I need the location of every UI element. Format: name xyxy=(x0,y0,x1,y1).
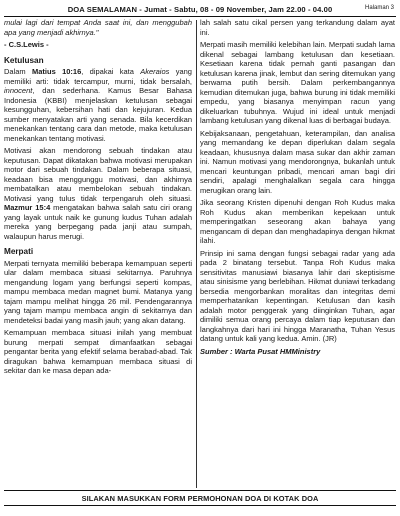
text: yang memiliki arti: tidak tercampur, murni, tidak bersalah, xyxy=(4,67,192,86)
quote-text: mulai lagi dari tempat Anda saat ini, dan menggubah apa yang menjadi akhirnya." xyxy=(4,18,192,37)
text: Dalam xyxy=(4,67,32,76)
paragraph xyxy=(4,146,192,241)
english-term: innocent xyxy=(4,86,33,95)
page-number: Halaman 3 xyxy=(364,5,394,11)
header-title: DOA SEMALAMAN - Jumat - Sabtu, 08 - 09 November, Jam 22.00 - 04.00 xyxy=(67,4,333,14)
paragraph: Merpati ternyata memiliki beberapa kemampuan seperti ular dalam membaca situasi sekitarnya. Paruhnya mengandung logam yang berfungsi seperti kompas, mampu membaca medan magnet bumi. Matanya yang tajam mampu melihat hingga 26 mil. Pendengarannya yang tajam mampu membaca angin di sekitarnya dan mendeteksi badai yang masih jauh; yang akan datang. xyxy=(4,258,192,325)
paragraph: Kemampuan membaca situasi inilah yang membuat burung merpati sempat dimanfaatkan sebagai pengantar berita yang efektif selama berabad-abad. Tak diragukan bahwa kemampuan membaca situasi di sekitar dan ke masa depan ada- xyxy=(4,328,192,375)
left-column xyxy=(4,18,192,379)
section-heading-merpati: Merpati xyxy=(4,247,34,256)
text: , dipakai kata xyxy=(81,67,141,76)
scripture-reference: Mazmur 15:4 xyxy=(4,203,51,212)
text: Motivasi akan mendorong sebuah tindakan atau keputusan. Dapat dikatakan bahwa motivasi merupakan motor dari sebuah tindakan. Dalam beberapa situasi, keadaan bisa menggunggu motivasi, dan akhirnya membatalkan atau membelokan sebuah tindakan. Motivasi yang tulus tidak terpengaruh oleh situasi. xyxy=(4,146,192,203)
page-header xyxy=(4,2,396,17)
column-divider xyxy=(196,20,197,488)
greek-term: Akeraios xyxy=(140,67,170,76)
paragraph: Prinsip ini sama dengan fungsi sebagai radar yang ada pada 2 binatang tersebut. Tanpa Roh Kudus maka sensitivitas manusiawi biasanya lahir dari skeptisisme atau sinisisme yang berlebihan. Hikmat duniawi terkadang bersedia mengorbankan moralitas dan integritas demi memperhatankan kepentingan. Ketulusan dan kasih adalah motor penggerak yang diinginkan Tuhan, agar dimiliki semua orang percaya dalam tiap keputusan dan langkahnya dari hari ini hingga Maranatha, Tuhan Yesus datang untuk kali yang kedua. Amin. (JR) xyxy=(200,248,395,343)
paragraph xyxy=(4,67,192,143)
footer-banner: SILAKAN MASUKKAN FORM PERMOHONAN DOA DI KOTAK DOA xyxy=(4,490,396,506)
paragraph: Kebijaksanaan, pengetahuan, keterampilan, dan analisa yang memandang ke depan diperlukan dalam segala keadaan, khususnya dalam masa sukar dan akhir zaman ini. Namun motivasi yang mendorongnya, bukanlah untuk mencari keuntungan pribadi, mencari aman bagi diri sendiri, apalagi menghalalkan segala cara hingga merugikan orang lain. xyxy=(200,128,395,195)
scripture-reference: Matius 10:16 xyxy=(32,67,82,76)
quote-author: - C.S.Lewis - xyxy=(4,40,49,49)
paragraph: Jika seorang Kristen dipenuhi dengan Roh Kudus maka Roh Kudus akan memberikan kepekaan untuk memperingatkan seseorang akan bahaya yang mengancam di depan dan menghadapinya dengan hikmat ilahi. xyxy=(200,198,395,245)
section-heading-ketulusan: Ketulusan xyxy=(4,55,44,65)
text: mengatakan bahwa salah satu ciri orang yang layak untuk naik ke gunung kudus Tuhan adalah mereka yang berpegang pada janji atau sumpah, walaupun harus merugi. xyxy=(4,203,192,241)
source-credit: Sumber : Warta Pusat HMMinistry xyxy=(200,346,321,356)
text: , dan sederhana. Kamus Besar Bahasa Indonesia (KBBI) menjelaskan ketulusan sebagai kesungguhan, kebersihan hati dan kejujuran. Kedua sumber menyatakan arti yang senada. Bila kecerdikan menekankan tentang cara dan metode, maka ketulusan menekankan tentang motivasi. xyxy=(4,86,192,143)
right-column xyxy=(200,18,395,359)
paragraph: Merpati masih memiliki kelebihan lain. Merpati sudah lama dikenal sebagai lambang ketulusan dan kesetiaan. Kesetiaan karena tidak pernah ganti pasangan dan ketulusan karena jinak, lembut dan sering ditemukan yang berwarna putih bersih. Dalam perkembangannya kemudian ditemukan juga, bahwa burung ini tidak memiliki empedu, yang biasanya menyimpan racun yang dikeluarkan tubuhnya. Wujud ini ideal untuk menjadi lambang ketulusan yang dikenal luas di berbagai budaya. xyxy=(200,40,395,125)
paragraph: lah salah satu cikal persen yang terkandung dalam ayat ini. xyxy=(200,18,395,37)
